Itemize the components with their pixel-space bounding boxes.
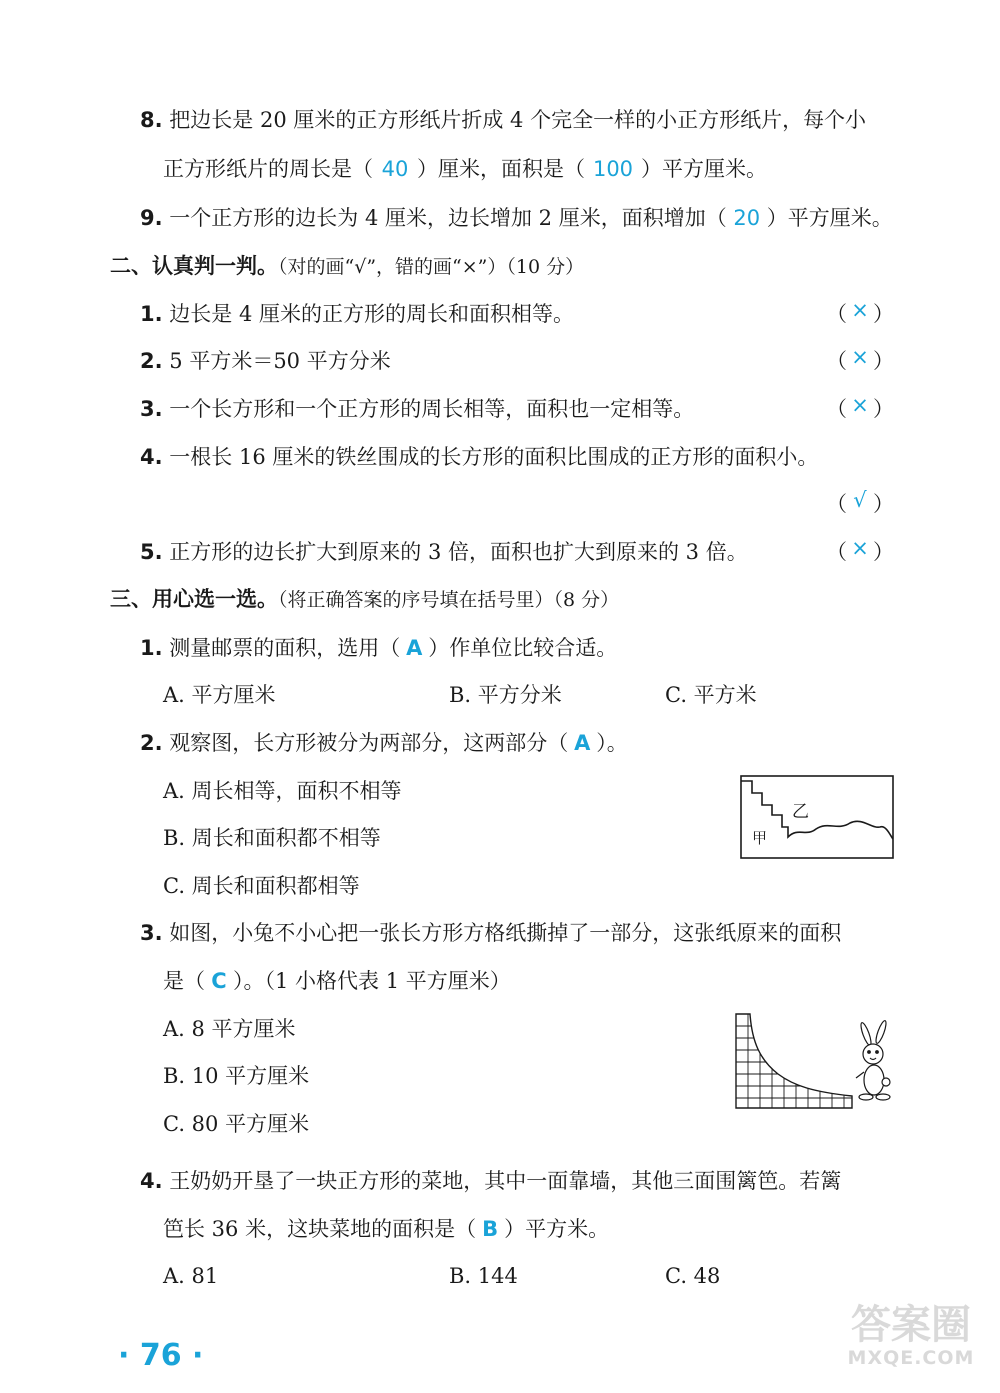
question-number: 8. [140, 108, 163, 132]
watermark [826, 1303, 996, 1369]
option-a: A. 81 [163, 1264, 219, 1288]
option-c: C. 48 [665, 1264, 721, 1288]
option-a: A. 8 平方厘米 [163, 1017, 296, 1041]
option-b: B. 10 平方厘米 [163, 1064, 310, 1088]
answer-value: A [574, 731, 591, 755]
divided-rectangle-figure [740, 775, 894, 859]
watermark-url: MXQE.COM [847, 1347, 975, 1369]
section-3-heading [110, 583, 619, 613]
option-b: B. 周长和面积都不相等 [163, 826, 381, 850]
answer-mark: × [851, 393, 869, 417]
choice-question-3: 3. 如图，小兔不小心把一张长方形方格纸撕掉了一部分，这张纸原来的面积 [140, 921, 842, 945]
choice-question-2: 2. 观察图，长方形被分为两部分，这两部分（ A ）。 [140, 731, 628, 755]
question-number: 9. [140, 206, 163, 230]
answer-value: 40 [381, 157, 409, 181]
figure-label-jia: 甲 [752, 829, 768, 847]
section-title: 二、认真判一判。 [110, 254, 278, 278]
answer-value: B [482, 1217, 499, 1241]
page-number: · 76 · [118, 1338, 204, 1373]
choice-question-4-line2: 笆长 36 米，这块菜地的面积是（ B ）平方米。 [163, 1217, 610, 1241]
rabbit-icon [856, 1020, 890, 1100]
answer-mark: √ [853, 488, 867, 512]
judge-item-1: 1. 边长是 4 厘米的正方形的周长和面积相等。 [140, 302, 574, 326]
option-a: A. 周长相等，面积不相等 [163, 779, 402, 803]
judge-answer-1: （ × ） [826, 298, 894, 326]
question-8 [140, 104, 866, 134]
option-c: C. 80 平方厘米 [163, 1112, 310, 1136]
watermark-logo: 答案圈 [851, 1302, 971, 1348]
judge-answer-3: （ × ） [826, 393, 894, 421]
answer-mark: × [851, 536, 869, 560]
question-text: 把边长是 20 厘米的正方形纸片折成 4 个完全一样的小正方形纸片，每个小 [169, 108, 867, 132]
option-a: A. 平方厘米 [163, 683, 276, 707]
answer-value: C [211, 969, 227, 993]
choice-question-3-line2: 是（ C ）。（1 小格代表 1 平方厘米） [163, 969, 511, 993]
answer-mark: × [851, 345, 869, 369]
section-2-heading [110, 250, 584, 280]
answer-value: A [406, 636, 423, 660]
section-note: （对的画“√”，错的画“×”）（10 分） [278, 256, 585, 278]
question-8-line2: 正方形纸片的周长是（ 40 ）厘米，面积是（ 100 ）平方厘米。 [163, 157, 767, 181]
option-b: B. 144 [449, 1264, 518, 1288]
torn-grid-figure [734, 1012, 898, 1112]
question-9: 9. 一个正方形的边长为 4 厘米，边长增加 2 厘米，面积增加（ 20 ）平方厘米。 [140, 206, 893, 230]
option-c: C. 平方米 [665, 683, 757, 707]
choice-question-1: 1. 测量邮票的面积，选用（ A ）作单位比较合适。 [140, 636, 618, 660]
judge-item-4: 4. 一根长 16 厘米的铁丝围成的长方形的面积比围成的正方形的面积小。 [140, 445, 819, 469]
judge-item-5: 5. 正方形的边长扩大到原来的 3 倍，面积也扩大到原来的 3 倍。 [140, 540, 748, 564]
choice-question-4: 4. 王奶奶开垦了一块正方形的菜地，其中一面靠墙，其他三面围篱笆。若篱 [140, 1169, 842, 1193]
judge-item-2: 2. 5 平方米＝50 平方分米 [140, 349, 391, 373]
answer-value: 20 [733, 206, 761, 230]
judge-item-3: 3. 一个长方形和一个正方形的周长相等，面积也一定相等。 [140, 397, 695, 421]
option-c: C. 周长和面积都相等 [163, 874, 360, 898]
judge-answer-4: （ √ ） [826, 488, 894, 516]
section-note: （将正确答案的序号填在括号里）（8 分） [278, 589, 620, 611]
figure-label-yi: 乙 [792, 802, 809, 822]
option-b: B. 平方分米 [449, 683, 562, 707]
answer-value: 100 [592, 157, 634, 181]
torn-edge [736, 1014, 852, 1108]
judge-answer-2: （ × ） [826, 345, 894, 373]
judge-answer-5: （ × ） [826, 536, 894, 564]
section-title: 三、用心选一选。 [110, 587, 278, 611]
grid-diagram [734, 1012, 898, 1112]
answer-mark: × [851, 298, 869, 322]
